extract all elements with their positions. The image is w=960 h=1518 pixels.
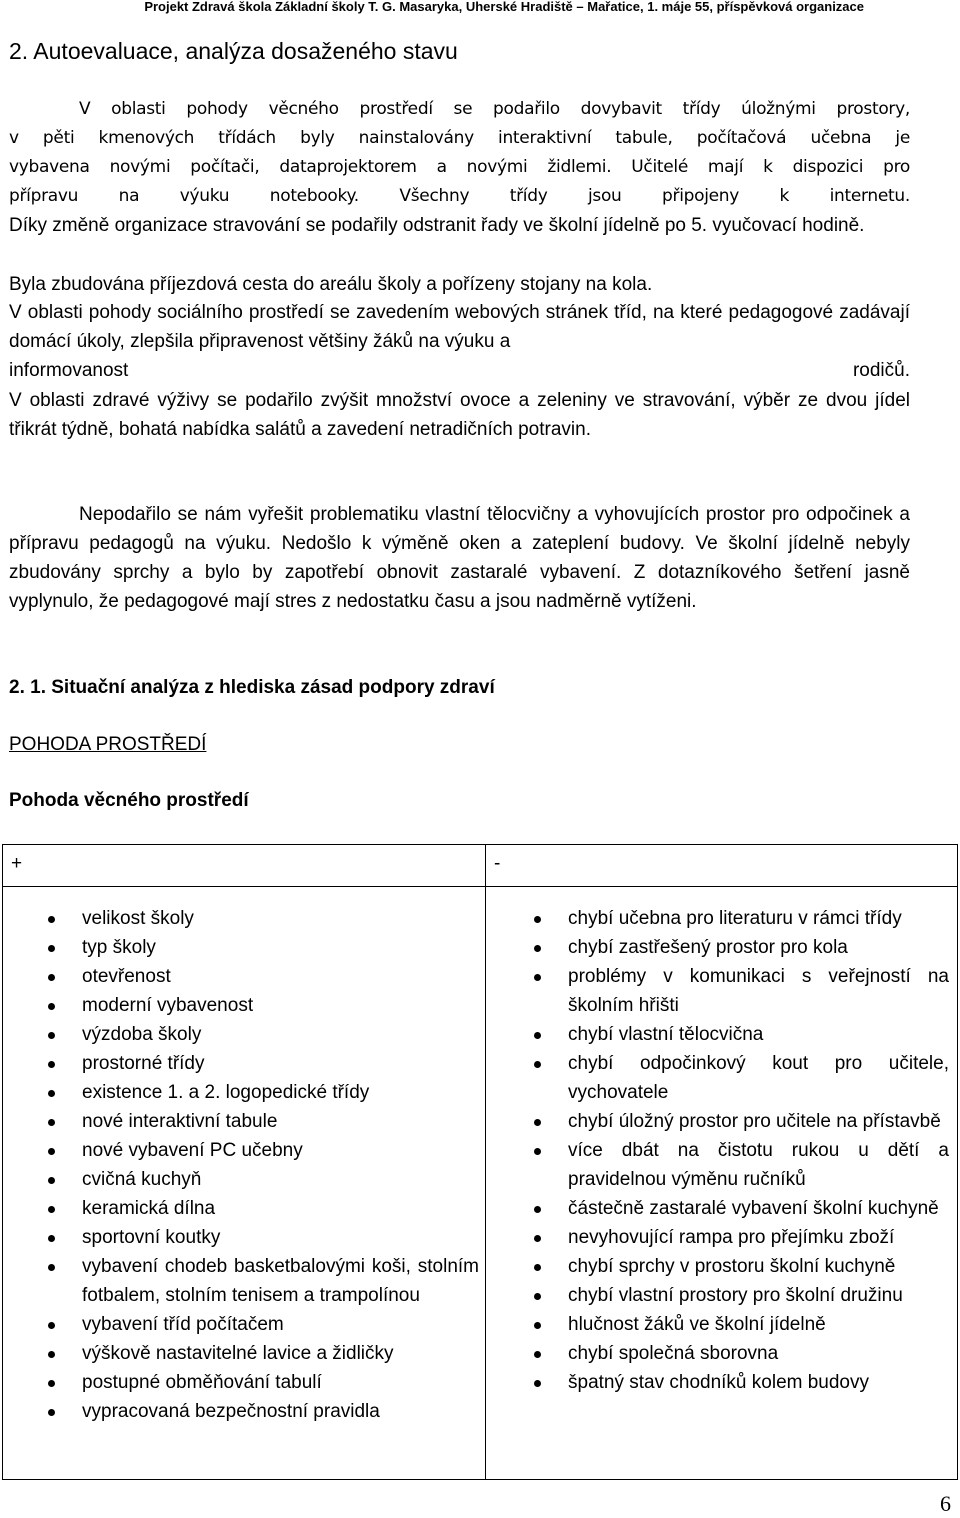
text-line: v pěti kmenových třídách byly nainstalovány interaktivní tabule, počítačová učebna je: [9, 128, 910, 148]
list-item: špatný stav chodníků kolem budovy: [568, 1368, 949, 1397]
list-item: existence 1. a 2. logopedické třídy: [82, 1078, 479, 1107]
list-item: vybavení chodeb basketbalovými koši, stolním fotbalem, stolním tenisem a trampolínou: [82, 1252, 479, 1310]
text-fragment: informovanost: [9, 360, 129, 381]
list-item: cvičná kuchyň: [82, 1165, 479, 1194]
list-item: typ školy: [82, 933, 479, 962]
paragraph-nutrition: V oblasti zdravé výživy se podařilo zvýšit množství ovoce a zeleniny ve stravování, výběr ze dvou jídel třikrát týdně, bohatá nabídka salátů a zavedení netradičních potravin.: [9, 390, 910, 440]
list-item: moderní vybavenost: [82, 991, 479, 1020]
list-item: prostorné třídy: [82, 1049, 479, 1078]
list-item: chybí sprchy v prostoru školní kuchyně: [568, 1252, 949, 1281]
list-item: chybí vlastní tělocvična: [568, 1020, 949, 1049]
table-header-row: [3, 845, 958, 887]
text-line: vybavena novými počítači, dataprojektorem a novými židlemi. Učitelé mají k dispozici pro: [9, 157, 910, 177]
list-item: částečně zastaralé vybavení školní kuchyně: [568, 1194, 949, 1223]
list-item: sportovní koutky: [82, 1223, 479, 1252]
paragraph-achievements: [9, 95, 910, 211]
minus-cell: [486, 887, 958, 1480]
plus-cell: [3, 887, 486, 1480]
list-item: problémy v komunikaci s veřejností na školním hřišti: [568, 962, 949, 1020]
list-item: nové interaktivní tabule: [82, 1107, 479, 1136]
list-item: chybí úložný prostor pro učitele na přístavbě: [568, 1107, 949, 1136]
list-item: výškově nastavitelné lavice a židličky: [82, 1339, 479, 1368]
paragraph-shortcomings: Nepodařilo se nám vyřešit problematiku vlastní tělocvičny a vyhovujících prostor pro odpočinek a přípravu pedagogů na výuku. Nedošlo k výměně oken a zateplení budovy. Ve školní jídelně nebyly zbudovány sprchy a bylo by zapotřebí obnovit zastaralé vybavení. Z dotazníkového šetření jasně vyplynulo, že pedagogové mají stres z nedostatku času a jsou nadměrně vytíženi.: [9, 504, 910, 612]
text-fragment: rodičů.: [852, 360, 910, 381]
page-header: Projekt Zdravá škola Základní školy T. G. Masaryka, Uherské Hradiště – Mařatice, 1. máje 55, příspěvková organizace: [144, 0, 864, 14]
paragraph-canteen: Díky změně organizace stravování se podařily odstranit řady ve školní jídelně po 5. vyučovací hodině.: [9, 215, 865, 236]
plus-list: [82, 904, 479, 1426]
list-item: keramická dílna: [82, 1194, 479, 1223]
text-line: [9, 356, 910, 385]
list-item: vypracovaná bezpečnostní pravidla: [82, 1397, 479, 1426]
list-item: chybí učebna pro literaturu v rámci třídy: [568, 904, 949, 933]
minus-list: [568, 904, 949, 1397]
section-heading: 2. 1. Situační analýza z hlediska zásad podpory zdraví: [9, 677, 495, 698]
list-item: nové vybavení PC učebny: [82, 1136, 479, 1165]
subsubsection-heading: Pohoda věcného prostředí: [9, 790, 249, 811]
list-item: otevřenost: [82, 962, 479, 991]
list-item: postupné obměňování tabulí: [82, 1368, 479, 1397]
list-item: více dbát na čistotu rukou u dětí a pravidelnou výměnu ručníků: [568, 1136, 949, 1194]
list-item: chybí vlastní prostory pro školní družinu: [568, 1281, 949, 1310]
chapter-heading: 2. Autoevaluace, analýza dosaženého stavu: [9, 38, 458, 64]
subsection-heading: POHODA PROSTŘEDÍ: [9, 734, 207, 755]
text-line: přípravu na výuku notebooky. Všechny třídy jsou připojeny k internetu.: [9, 186, 910, 206]
list-item: vybavení tříd počítačem: [82, 1310, 479, 1339]
page-number: 6: [940, 1491, 951, 1516]
paragraph-social-environment: [9, 298, 910, 385]
table-row: [3, 887, 958, 1480]
text-line: V oblasti pohody věcného prostředí se podařilo dovybavit třídy úložnými prostory,: [79, 99, 910, 119]
text-block: V oblasti pohody sociálního prostředí se zavedením webových stránek tříd, na které pedagogové zadávají domácí úkoly, zlepšila připravenost většiny žáků na výuku a: [9, 302, 910, 352]
list-item: chybí odpočinkový kout pro učitele, vychovatele: [568, 1049, 949, 1107]
swot-table: [2, 844, 958, 1480]
list-item: hlučnost žáků ve školní jídelně: [568, 1310, 949, 1339]
list-item: velikost školy: [82, 904, 479, 933]
list-item: chybí zastřešený prostor pro kola: [568, 933, 949, 962]
plus-column-header: +: [3, 845, 486, 887]
minus-column-header: -: [486, 845, 958, 887]
list-item: chybí společná sborovna: [568, 1339, 949, 1368]
list-item: nevyhovující rampa pro přejímku zboží: [568, 1223, 949, 1252]
paragraph-access-road: Byla zbudována příjezdová cesta do areálu školy a pořízeny stojany na kola.: [9, 274, 653, 295]
list-item: výzdoba školy: [82, 1020, 479, 1049]
